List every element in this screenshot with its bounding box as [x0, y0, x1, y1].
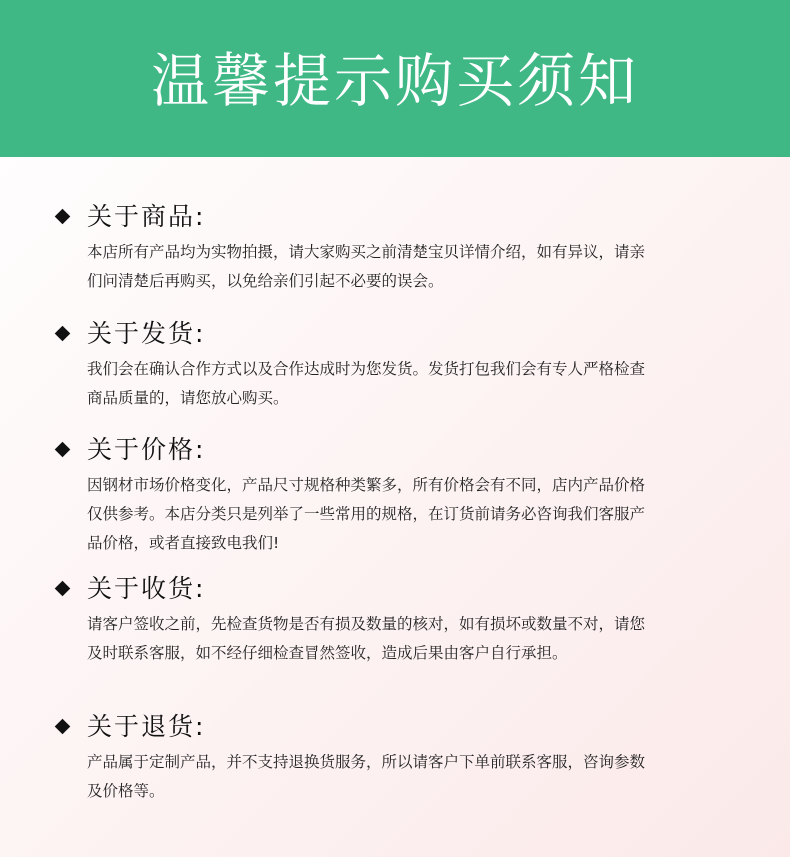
section-title: 关于价格: [87, 435, 206, 464]
bullet-diamond-icon [55, 581, 71, 597]
bullet-diamond-icon [55, 719, 71, 735]
header-banner [0, 0, 790, 157]
section-title: 关于收货: [87, 574, 206, 603]
section-heading-row [0, 200, 790, 236]
bullet-diamond-icon [55, 326, 71, 342]
section-product [0, 200, 790, 290]
text-line: 们问清楚后再购买，以免给亲们引起不必要的误会。 [87, 272, 444, 290]
text-line: 及时联系客服，如不经仔细检查冒然签收，造成后果由客户自行承担。 [87, 644, 568, 662]
bullet-diamond-icon [55, 209, 71, 225]
text-line: 仅供参考。本店分类只是列举了一些常用的规格，在订货前请务必咨询我们客服产 [87, 505, 646, 523]
text-line: 请客户签收之前，先检查货物是否有损及数量的核对，如有损坏或数量不对，请您 [87, 615, 646, 633]
section-text [87, 355, 747, 413]
section-receiving [0, 572, 790, 662]
text-line: 我们会在确认合作方式以及合作达成时为您发货。发货打包我们会有专人严格检查 [87, 360, 646, 378]
text-line: 及价格等。 [87, 782, 165, 800]
text-line: 产品属于定制产品，并不支持退换货服务，所以请客户下单前联系客服，咨询参数 [87, 753, 646, 771]
section-heading-row [0, 433, 790, 469]
bullet-diamond-icon [55, 442, 71, 458]
section-title: 关于发货: [87, 319, 206, 348]
section-heading-row [0, 572, 790, 608]
section-text [87, 748, 747, 806]
text-line: 因钢材市场价格变化，产品尺寸规格种类繁多，所有价格会有不同，店内产品价格 [87, 476, 646, 494]
section-text [87, 610, 747, 668]
text-line: 商品质量的，请您放心购买。 [87, 389, 289, 407]
section-text [87, 238, 747, 296]
section-heading-row [0, 710, 790, 746]
section-returns [0, 710, 790, 800]
page-title: 温馨提示购买须知 [150, 46, 639, 115]
text-line: 品价格，或者直接致电我们! [87, 534, 280, 552]
section-price [0, 433, 790, 552]
section-title: 关于退货: [87, 712, 206, 741]
section-text [87, 471, 747, 558]
section-heading-row [0, 317, 790, 353]
section-title: 关于商品: [87, 202, 206, 231]
section-shipping [0, 317, 790, 407]
text-line: 本店所有产品均为实物拍摄，请大家购买之前清楚宝贝详情介绍，如有异议，请亲 [87, 243, 646, 261]
